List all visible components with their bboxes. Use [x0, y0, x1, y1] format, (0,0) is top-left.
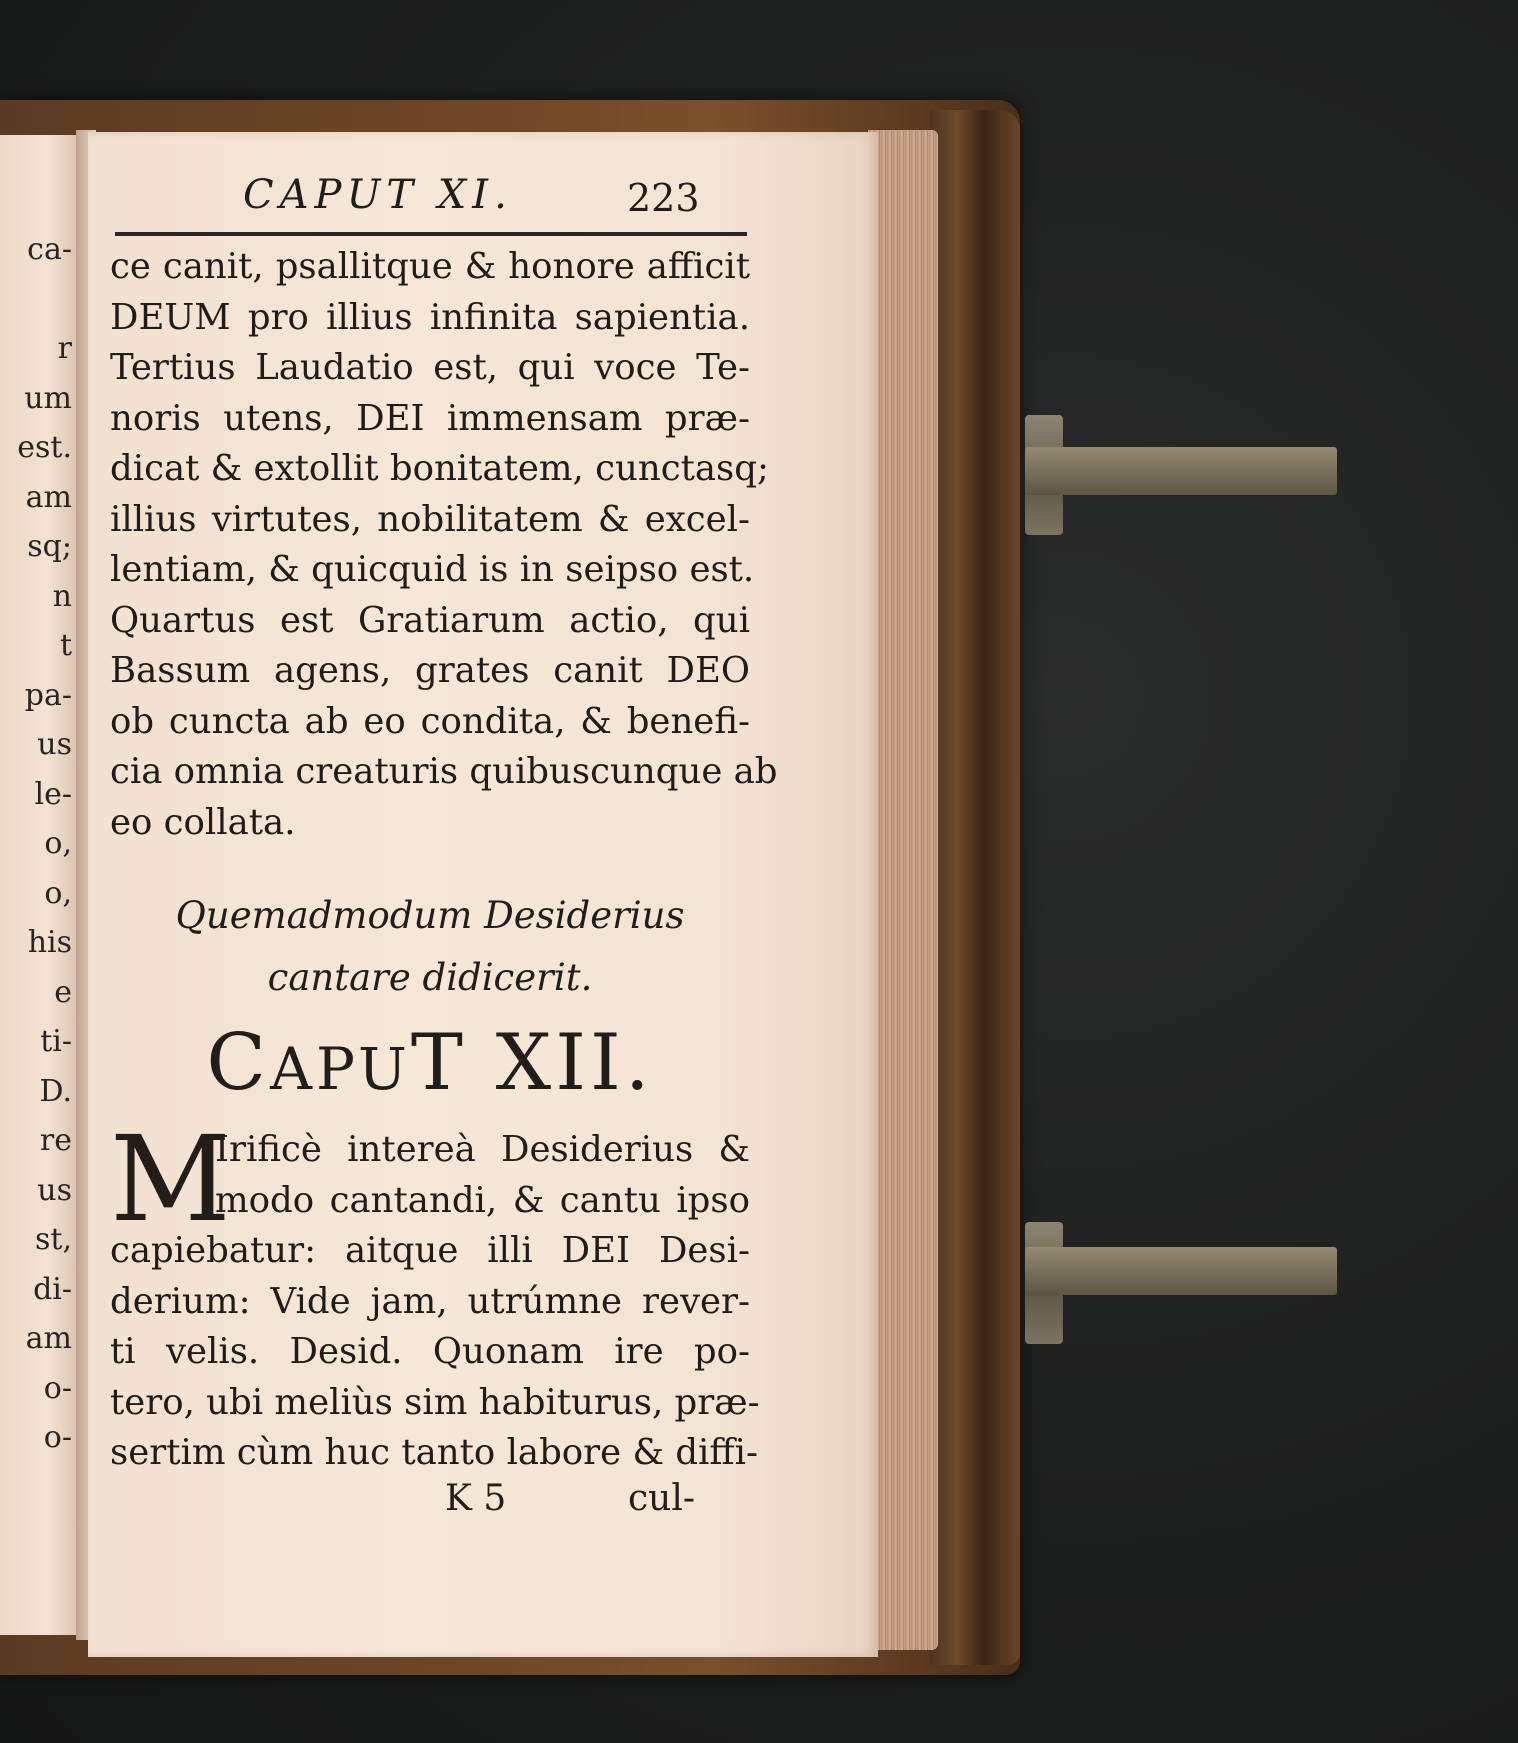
left-line: us	[37, 1172, 72, 1208]
left-line: um	[24, 380, 72, 416]
text-line: DEUM pro illius infinita sapientia.	[110, 296, 750, 338]
left-line: t	[59, 628, 72, 663]
left-line: am	[25, 1321, 72, 1356]
text-line: derium: Vide jam, utrúmne rever-	[110, 1280, 750, 1322]
chapter-smallcaps: APU	[270, 1035, 411, 1103]
left-line: o-	[43, 1420, 72, 1455]
text-line: ob cuncta ab eo condita, & benefi-	[110, 700, 750, 742]
paragraph-1	[110, 242, 778, 848]
section-subheading	[110, 885, 750, 1009]
left-line: us	[37, 727, 72, 762]
left-line: e	[54, 974, 72, 1010]
left-line: pa-	[24, 677, 72, 713]
chapter-initial: C	[206, 1018, 271, 1108]
left-page	[0, 135, 80, 1635]
clasp-top-bar	[1025, 447, 1337, 495]
left-line: ti-	[40, 1024, 72, 1059]
left-line: re	[39, 1123, 72, 1158]
left-line: D.	[39, 1073, 72, 1109]
chapter-numeral: XII.	[495, 1018, 654, 1108]
left-line: sq;	[27, 529, 72, 564]
running-head: CAPUT XI.	[243, 172, 513, 218]
header-rule	[115, 232, 747, 236]
text-line: cia omnia creaturis quibuscunque ab	[110, 751, 778, 792]
left-line: est.	[17, 430, 72, 465]
chapter-final: T	[410, 1018, 467, 1108]
left-page-text	[0, 225, 80, 1463]
left-line: his	[27, 925, 72, 960]
text-line: lentiam, & quicquid is in seipso est.	[110, 549, 755, 590]
paragraph-2	[110, 1110, 760, 1479]
left-line: le-	[34, 776, 72, 812]
text-line: tero, ubi meliùs sim habiturus, præ-	[110, 1381, 760, 1423]
text-line: dicat & extollit bonitatem, cunctasq;	[110, 448, 769, 489]
text-line: Irificè intereà Desiderius &	[215, 1129, 750, 1170]
text-line: sertim cùm huc tanto labore & diffi-	[110, 1432, 758, 1473]
text-line: ce canit, psallitque & honore afficit	[110, 246, 750, 287]
left-line: n	[52, 578, 72, 614]
left-line: st,	[35, 1222, 72, 1257]
left-line: r	[57, 331, 72, 366]
text-line: noris utens, DEI immensam præ-	[110, 397, 750, 439]
text-line: capiebatur: aitque illi DEI Desi-	[110, 1230, 750, 1271]
signature-mark: K 5	[445, 1478, 507, 1519]
text-line: eo collata.	[110, 801, 296, 843]
page-footer	[110, 1478, 750, 1528]
subheading-line: Quemadmodum Desiderius	[175, 894, 685, 937]
text-line: Tertius Laudatio est, qui voce Te-	[110, 347, 750, 388]
left-line: o,	[44, 826, 72, 861]
left-line	[0, 275, 80, 325]
page-fore-edge	[868, 130, 938, 1650]
drop-cap: M	[110, 1110, 231, 1248]
catchword: cul-	[627, 1478, 695, 1519]
left-line: am	[25, 479, 72, 515]
text-line: Quartus est Gratiarum actio, qui	[110, 599, 750, 641]
left-line: o-	[43, 1370, 72, 1406]
left-line: ca-	[27, 232, 72, 267]
left-line: di-	[33, 1271, 72, 1307]
text-line: ti velis. Desid. Quonam ire po-	[110, 1331, 750, 1372]
subheading-line: cantare didicerit.	[267, 956, 593, 999]
cover-edge	[930, 110, 1020, 1665]
chapter-title	[110, 1018, 750, 1108]
page-header	[115, 172, 745, 232]
text-line: illius virtutes, nobilitatem & excel-	[110, 498, 750, 540]
page-number: 223	[627, 176, 700, 220]
left-line: o,	[44, 875, 72, 911]
clasp-bottom-bar	[1025, 1247, 1337, 1295]
text-line: modo cantandi, & cantu ipso	[215, 1179, 750, 1221]
text-line: Bassum agens, grates canit DEO	[110, 650, 750, 691]
